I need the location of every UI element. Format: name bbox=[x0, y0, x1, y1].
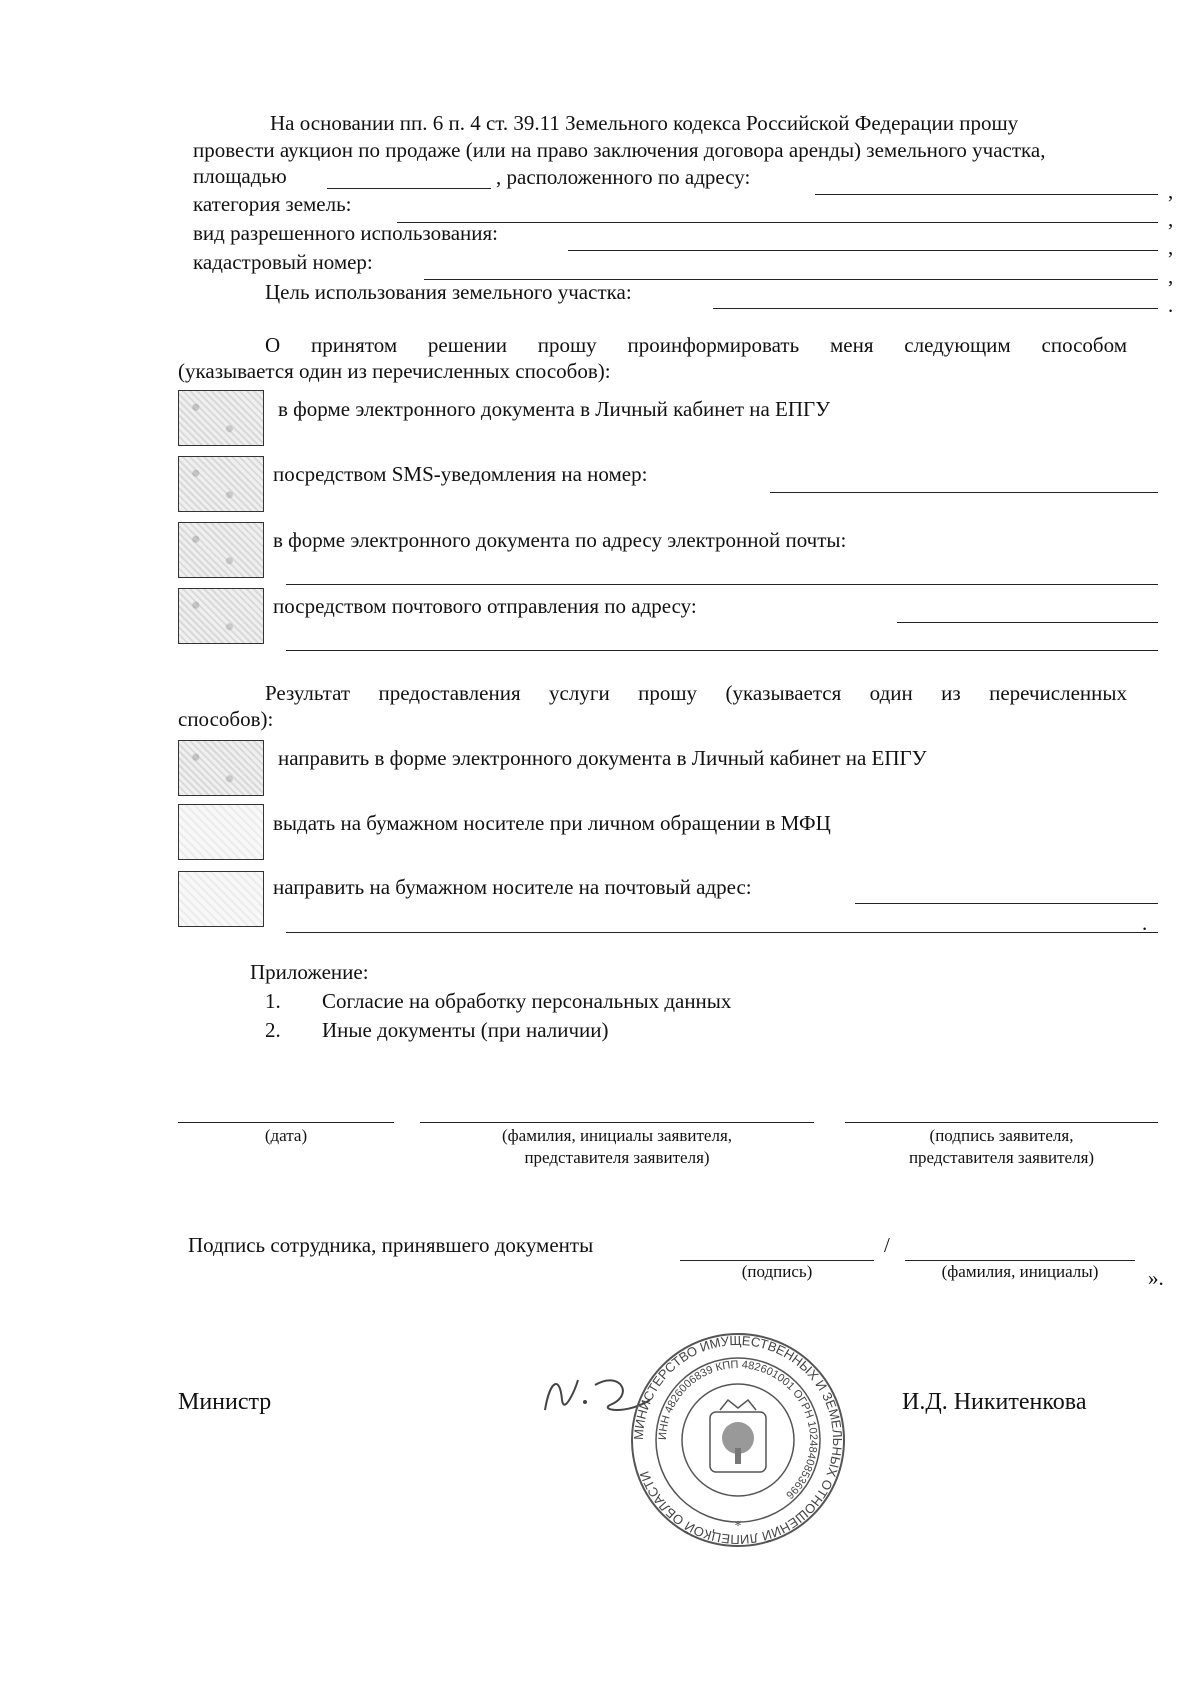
appendix-num-1: 1. bbox=[265, 989, 281, 1013]
cadastral-label: кадастровый номер: bbox=[193, 250, 373, 274]
name-caption-2: представителя заявителя) bbox=[524, 1148, 710, 1167]
appendix-item-2: Иные документы (при наличии) bbox=[322, 1018, 609, 1042]
result-line-1: Результат предоставления услуги прошу (указывается один из перечисленных bbox=[265, 681, 1127, 705]
address-field[interactable] bbox=[815, 194, 1158, 195]
inform-checkbox-3[interactable] bbox=[178, 522, 264, 578]
postal-address-field-1[interactable] bbox=[897, 622, 1158, 623]
inform-option-2: посредством SMS-уведомления на номер: bbox=[273, 462, 648, 486]
comma-1: , bbox=[1168, 179, 1174, 203]
employee-sign-caption: (подпись) bbox=[741, 1262, 813, 1281]
inform-option-3: в форме электронного документа по адресу электронной почты: bbox=[273, 528, 847, 552]
employee-label: Подпись сотрудника, принявшего документы bbox=[188, 1233, 594, 1257]
sign-caption-2: представителя заявителя) bbox=[908, 1148, 1095, 1167]
inform-option-4: посредством почтового отправления по адресу: bbox=[273, 594, 697, 618]
date-line[interactable] bbox=[178, 1122, 394, 1123]
employee-slash: / bbox=[884, 1233, 890, 1257]
intro-line-2: провести аукцион по продаже (или на право заключения договора аренды) земельного участка, bbox=[193, 138, 1046, 162]
inform-checkbox-1[interactable] bbox=[178, 390, 264, 446]
postal-address-field-2[interactable] bbox=[286, 650, 1158, 651]
date-caption: (дата) bbox=[264, 1126, 308, 1145]
comma-3: , bbox=[1168, 235, 1174, 259]
result-period: . bbox=[1142, 911, 1148, 935]
appendix-title: Приложение: bbox=[250, 960, 369, 984]
area-label: площадью bbox=[193, 164, 287, 188]
seal-outer-text: МИНИСТЕРСТВО ИМУЩЕСТВЕННЫХ И ЗЕМЕЛЬНЫХ ОТНОШЕНИЙ ЛИПЕЦКОЙ ОБЛАСТИ bbox=[630, 1332, 846, 1548]
inform-line-1: О принятом решении прошу проинформировать меня следующим способом bbox=[265, 333, 1127, 357]
appendix-item-1: Согласие на обработку персональных данных bbox=[322, 989, 732, 1013]
employee-name-line[interactable] bbox=[905, 1260, 1135, 1261]
applicant-name-line[interactable] bbox=[420, 1122, 814, 1123]
inform-checkbox-4[interactable] bbox=[178, 588, 264, 644]
result-checkbox-3[interactable] bbox=[178, 871, 264, 927]
purpose-field[interactable] bbox=[713, 308, 1158, 309]
official-seal bbox=[628, 1330, 848, 1550]
svg-text:*: * bbox=[734, 1519, 742, 1534]
result-postal-field-1[interactable] bbox=[855, 903, 1158, 904]
comma-2: , bbox=[1168, 207, 1174, 231]
area-field[interactable] bbox=[327, 188, 491, 189]
email-field[interactable] bbox=[286, 584, 1158, 585]
seal-inner-text: ИНН 4826006839 КПП 482601001 ОГРН 1024840853696 bbox=[656, 1358, 820, 1501]
comma-4: , bbox=[1168, 264, 1174, 288]
result-checkbox-2[interactable] bbox=[178, 804, 264, 860]
result-option-1: направить в форме электронного документа в Личный кабинет на ЕПГУ bbox=[278, 746, 927, 770]
minister-title: Министр bbox=[178, 1389, 272, 1415]
employee-sign-line[interactable] bbox=[680, 1260, 874, 1261]
minister-name: И.Д. Никитенкова bbox=[902, 1389, 1087, 1415]
result-postal-field-2[interactable] bbox=[286, 932, 1158, 933]
address-label: , расположенного по адресу: bbox=[496, 165, 751, 189]
applicant-signature-line[interactable] bbox=[845, 1122, 1158, 1123]
result-line-2: способов): bbox=[178, 707, 274, 731]
use-field[interactable] bbox=[568, 250, 1158, 251]
use-label: вид разрешенного использования: bbox=[193, 221, 499, 245]
name-caption-1: (фамилия, инициалы заявителя, bbox=[501, 1126, 733, 1145]
appendix-num-2: 2. bbox=[265, 1018, 281, 1042]
sms-number-field[interactable] bbox=[770, 492, 1158, 493]
inform-checkbox-2[interactable] bbox=[178, 456, 264, 512]
result-checkbox-1[interactable] bbox=[178, 740, 264, 796]
result-option-2: выдать на бумажном носителе при личном обращении в МФЦ bbox=[273, 811, 831, 835]
category-field[interactable] bbox=[397, 222, 1158, 223]
inform-line-2: (указывается один из перечисленных способов): bbox=[178, 359, 611, 383]
purpose-label: Цель использования земельного участка: bbox=[265, 280, 632, 304]
inform-option-1: в форме электронного документа в Личный кабинет на ЕПГУ bbox=[278, 397, 831, 421]
employee-name-caption: (фамилия, инициалы) bbox=[941, 1262, 1099, 1281]
intro-line-1: На основании пп. 6 п. 4 ст. 39.11 Земельного кодекса Российской Федерации прошу bbox=[270, 111, 1019, 135]
emblem-crown-icon bbox=[720, 1400, 756, 1410]
period-1: . bbox=[1168, 293, 1174, 317]
sign-caption-1: (подпись заявителя, bbox=[929, 1126, 1074, 1145]
category-label: категория земель: bbox=[193, 192, 352, 216]
closing-quote: ». bbox=[1148, 1266, 1164, 1290]
result-option-3: направить на бумажном носителе на почтовый адрес: bbox=[273, 875, 752, 899]
